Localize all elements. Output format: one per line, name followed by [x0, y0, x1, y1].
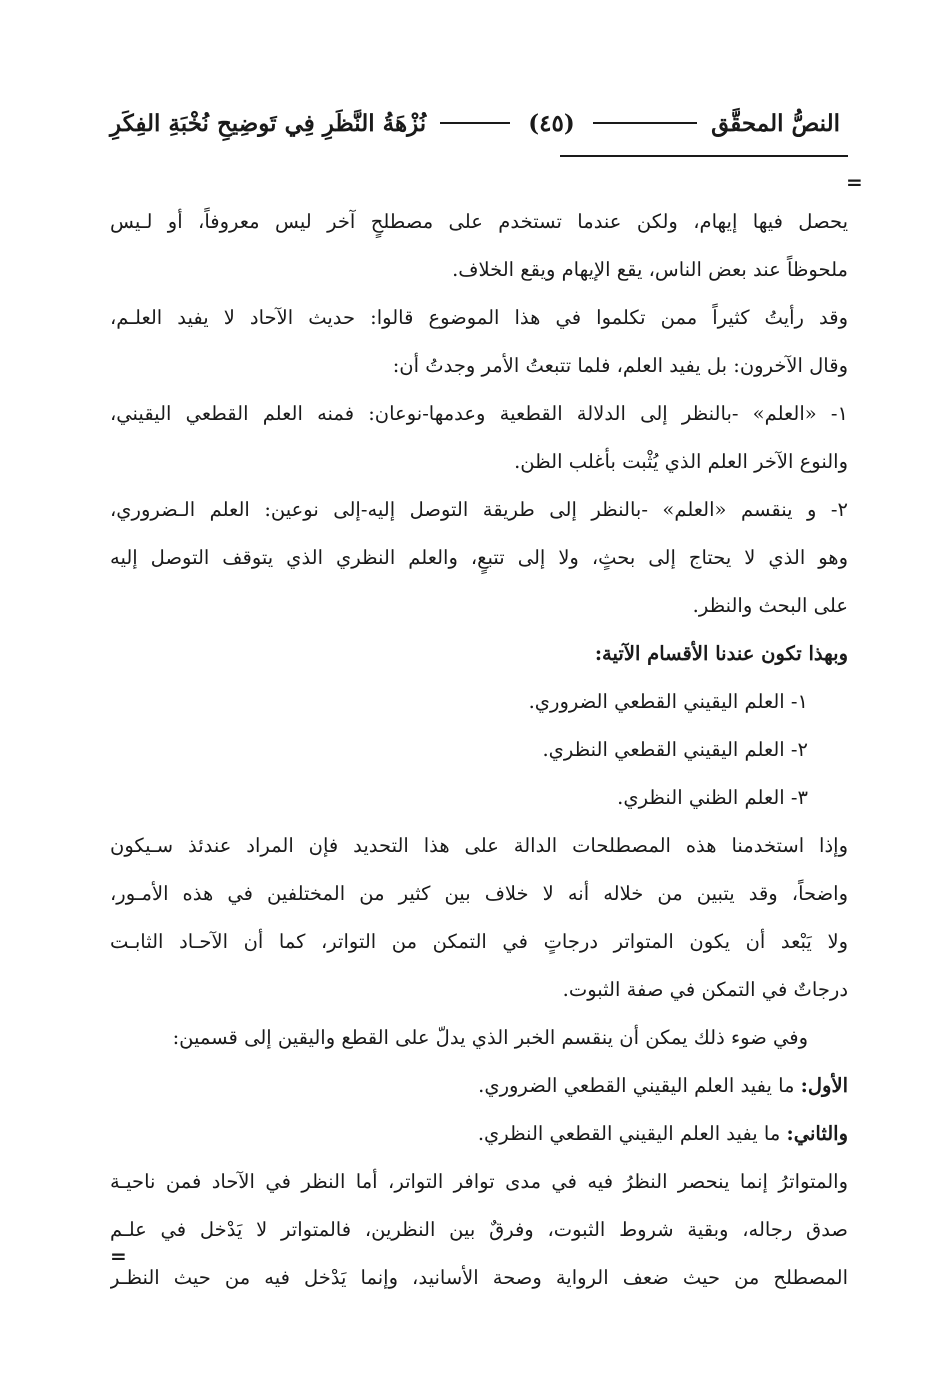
list-item: ١- العلم اليقيني القطعي الضروري. — [528, 690, 808, 713]
list-item-first — [110, 1062, 848, 1110]
text-line: واضحاً، وقد يتبين من خلاله أنه لا خلاف بين كثير من المختلفين في هذه الأمـور، — [110, 882, 848, 905]
text-line: صدق رجاله، وبقية شروط الثبوت، وفرقٌ بين النظرين، فالمتواتر لا يَدْخل في علـم — [110, 1218, 848, 1241]
text-line: وقد رأيتُ كثيراً ممن تكلموا في هذا الموضوع قالوا: حديث الآحاد لا يفيد العلـم، — [110, 306, 848, 329]
header-rule-short — [440, 122, 510, 124]
lead-first: الأول: — [800, 1074, 848, 1097]
header-left-title: النصُّ المحقَّق — [711, 109, 840, 137]
text-line: ٢- و ينقسم «العلم» -بالنظر إلى طريقة التوصل إليه-إلى نوعين: العلم الـضروري، — [110, 498, 848, 521]
text-line: وهو الذي لا يحتاج إلى بحثٍ، ولا إلى تتبعٍ، والعلم النظري الذي يتوقف التوصل إليه — [110, 546, 848, 569]
text-line: المصطلح من حيث ضعف الرواية وصحة الأسانيد، وإنما يَدْخل فيه من حيث النظـر — [110, 1266, 848, 1289]
text-line: يحصل فيها إيهام، ولكن عندما تستخدم على مصطلحٍ آخر ليس معروفاً، أو لـيس — [110, 210, 848, 233]
text-line: وإذا استخدمنا هذه المصطلحات الدالة على هذا التحديد فإن المراد عندئذ سـيكون — [110, 834, 848, 857]
text-line: درجاتٌ في التمكن في صفة الثبوت. — [562, 978, 848, 1001]
continuation-mark-bottom: = — [110, 1244, 127, 1268]
continuation-mark-top: = — [846, 170, 863, 194]
list-item: ٣- العلم الظني النظري. — [617, 786, 808, 809]
text-line: والنوع الآخر العلم الذي يُثْبت بأغلب الظن. — [514, 450, 848, 473]
text-line: وقال الآخرون: بل يفيد العلم، فلما تتبعتُ الأمر وجدتُ أن: — [392, 354, 848, 377]
text-line: على البحث والنظر. — [692, 594, 848, 617]
header-right-title: نُزْهَةُ النَّظَرِ فِي تَوضِيحِ نُخْبَةِ الفِكَرِ — [110, 109, 427, 137]
header-rule — [593, 122, 697, 124]
text-line: ١- «العلم» -بالنظر إلى الدلالة القطعية وعدمها-نوعان: فمنه العلم القطعي اليقيني، — [110, 402, 848, 425]
list-item: ٢- العلم اليقيني القطعي النظري. — [542, 738, 808, 761]
page-number: (٤٥) — [528, 109, 575, 137]
text-line: ملحوظاً عند بعض الناس، يقع الإيهام ويقع الخلاف. — [452, 258, 848, 281]
lead-second: والثاني: — [786, 1122, 848, 1145]
header-underline — [560, 155, 848, 157]
list-item-first-text: ما يفيد العلم اليقيني القطعي الضروري. — [478, 1074, 795, 1097]
text-line: والمتواترُ إنما ينحصر النظرُ فيه في مدى توافر التواتر، أما النظر في الآحاد فمن ناحيـة — [110, 1170, 848, 1193]
list-item-second-text: ما يفيد العلم اليقيني القطعي النظري. — [477, 1122, 781, 1145]
body-text — [110, 198, 848, 1302]
page-header — [110, 98, 840, 148]
list-item-second — [110, 1110, 848, 1158]
text-line: وفي ضوء ذلك يمكن أن ينقسم الخبر الذي يدلّ على القطع واليقين إلى قسمين: — [172, 1026, 808, 1049]
text-line: ولا يَبْعد أن يكون المتواتر درجاتٍ في التمكن من التواتر، كما أن الآحـاد الثابـت — [110, 930, 848, 953]
section-heading: وبهذا تكون عندنا الأقسام الآتية: — [594, 642, 848, 665]
